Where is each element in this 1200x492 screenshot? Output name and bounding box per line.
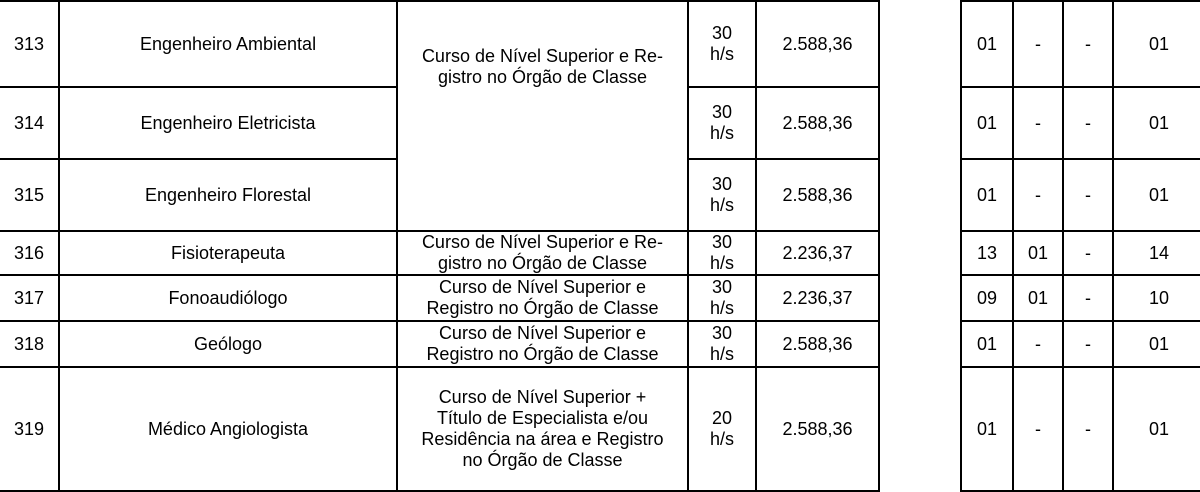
salary: 2.588,36 [756,367,879,491]
salary: 2.588,36 [756,321,879,367]
vacancy-total: 01 [1113,321,1200,367]
table-row [0,275,879,321]
vacancy-cell: 01 [961,1,1013,87]
table-row [961,1,1200,87]
vacancy-cell: - [1063,1,1113,87]
vacancy-total: 10 [1113,275,1200,321]
position-title: Engenheiro Florestal [59,159,397,231]
vacancy-total: 14 [1113,231,1200,275]
vacancy-total: 01 [1113,87,1200,159]
table-row [961,275,1200,321]
vacancy-cell: - [1013,159,1063,231]
workload: 30 h/s [688,321,756,367]
vacancy-total: 01 [1113,1,1200,87]
workload: 30 h/s [688,231,756,275]
vacancies-table [960,0,1200,492]
table-row [0,321,879,367]
workload: 20 h/s [688,367,756,491]
vacancy-cell: - [1063,275,1113,321]
vacancy-cell: 01 [961,159,1013,231]
position-code: 318 [0,321,59,367]
salary: 2.588,36 [756,159,879,231]
vacancy-cell: 01 [961,321,1013,367]
workload: 30 h/s [688,1,756,87]
workload: 30 h/s [688,275,756,321]
position-code: 319 [0,367,59,491]
vacancy-cell: - [1063,231,1113,275]
salary: 2.588,36 [756,1,879,87]
table-row [961,87,1200,159]
vacancy-cell: - [1063,321,1113,367]
vacancy-cell: - [1063,159,1113,231]
table-row [0,1,879,87]
position-code: 313 [0,1,59,87]
vacancy-cell: - [1063,87,1113,159]
table-row [0,367,879,491]
vacancy-cell: 01 [1013,275,1063,321]
vacancy-cell: 01 [961,87,1013,159]
table-row [961,231,1200,275]
vacancy-cell: - [1013,87,1063,159]
vacancy-cell: 13 [961,231,1013,275]
salary: 2.236,37 [756,275,879,321]
vacancy-cell: - [1063,367,1113,491]
salary: 2.236,37 [756,231,879,275]
vacancy-cell: 01 [961,367,1013,491]
vacancy-cell: - [1013,367,1063,491]
vacancy-cell: 01 [1013,231,1063,275]
vacancy-cell: - [1013,321,1063,367]
workload: 30 h/s [688,159,756,231]
requirement-text: Curso de Nível Superior e Registro no Órgão de Classe [397,321,688,367]
salary: 2.588,36 [756,87,879,159]
position-code: 317 [0,275,59,321]
requirement-text: Curso de Nível Superior e Registro no Órgão de Classe [397,275,688,321]
position-title: Médico Angiologista [59,367,397,491]
table-row [961,159,1200,231]
vacancy-cell: - [1013,1,1063,87]
table-row [0,231,879,275]
workload: 30 h/s [688,87,756,159]
vacancy-total: 01 [1113,367,1200,491]
requirement-text: Curso de Nível Superior + Título de Especialista e/ou Residência na área e Registro no Órgão de Classe [397,367,688,491]
position-title: Fisioterapeuta [59,231,397,275]
position-code: 315 [0,159,59,231]
position-title: Fonoaudiólogo [59,275,397,321]
position-title: Geólogo [59,321,397,367]
table-row [961,367,1200,491]
position-code: 316 [0,231,59,275]
vacancy-cell: 09 [961,275,1013,321]
position-code: 314 [0,87,59,159]
requirement-text: Curso de Nível Superior e Re- gistro no Órgão de Classe [397,1,688,231]
requirement-text: Curso de Nível Superior e Re- gistro no Órgão de Classe [397,231,688,275]
table-row [961,321,1200,367]
vacancy-total: 01 [1113,159,1200,231]
position-title: Engenheiro Ambiental [59,1,397,87]
position-title: Engenheiro Eletricista [59,87,397,159]
